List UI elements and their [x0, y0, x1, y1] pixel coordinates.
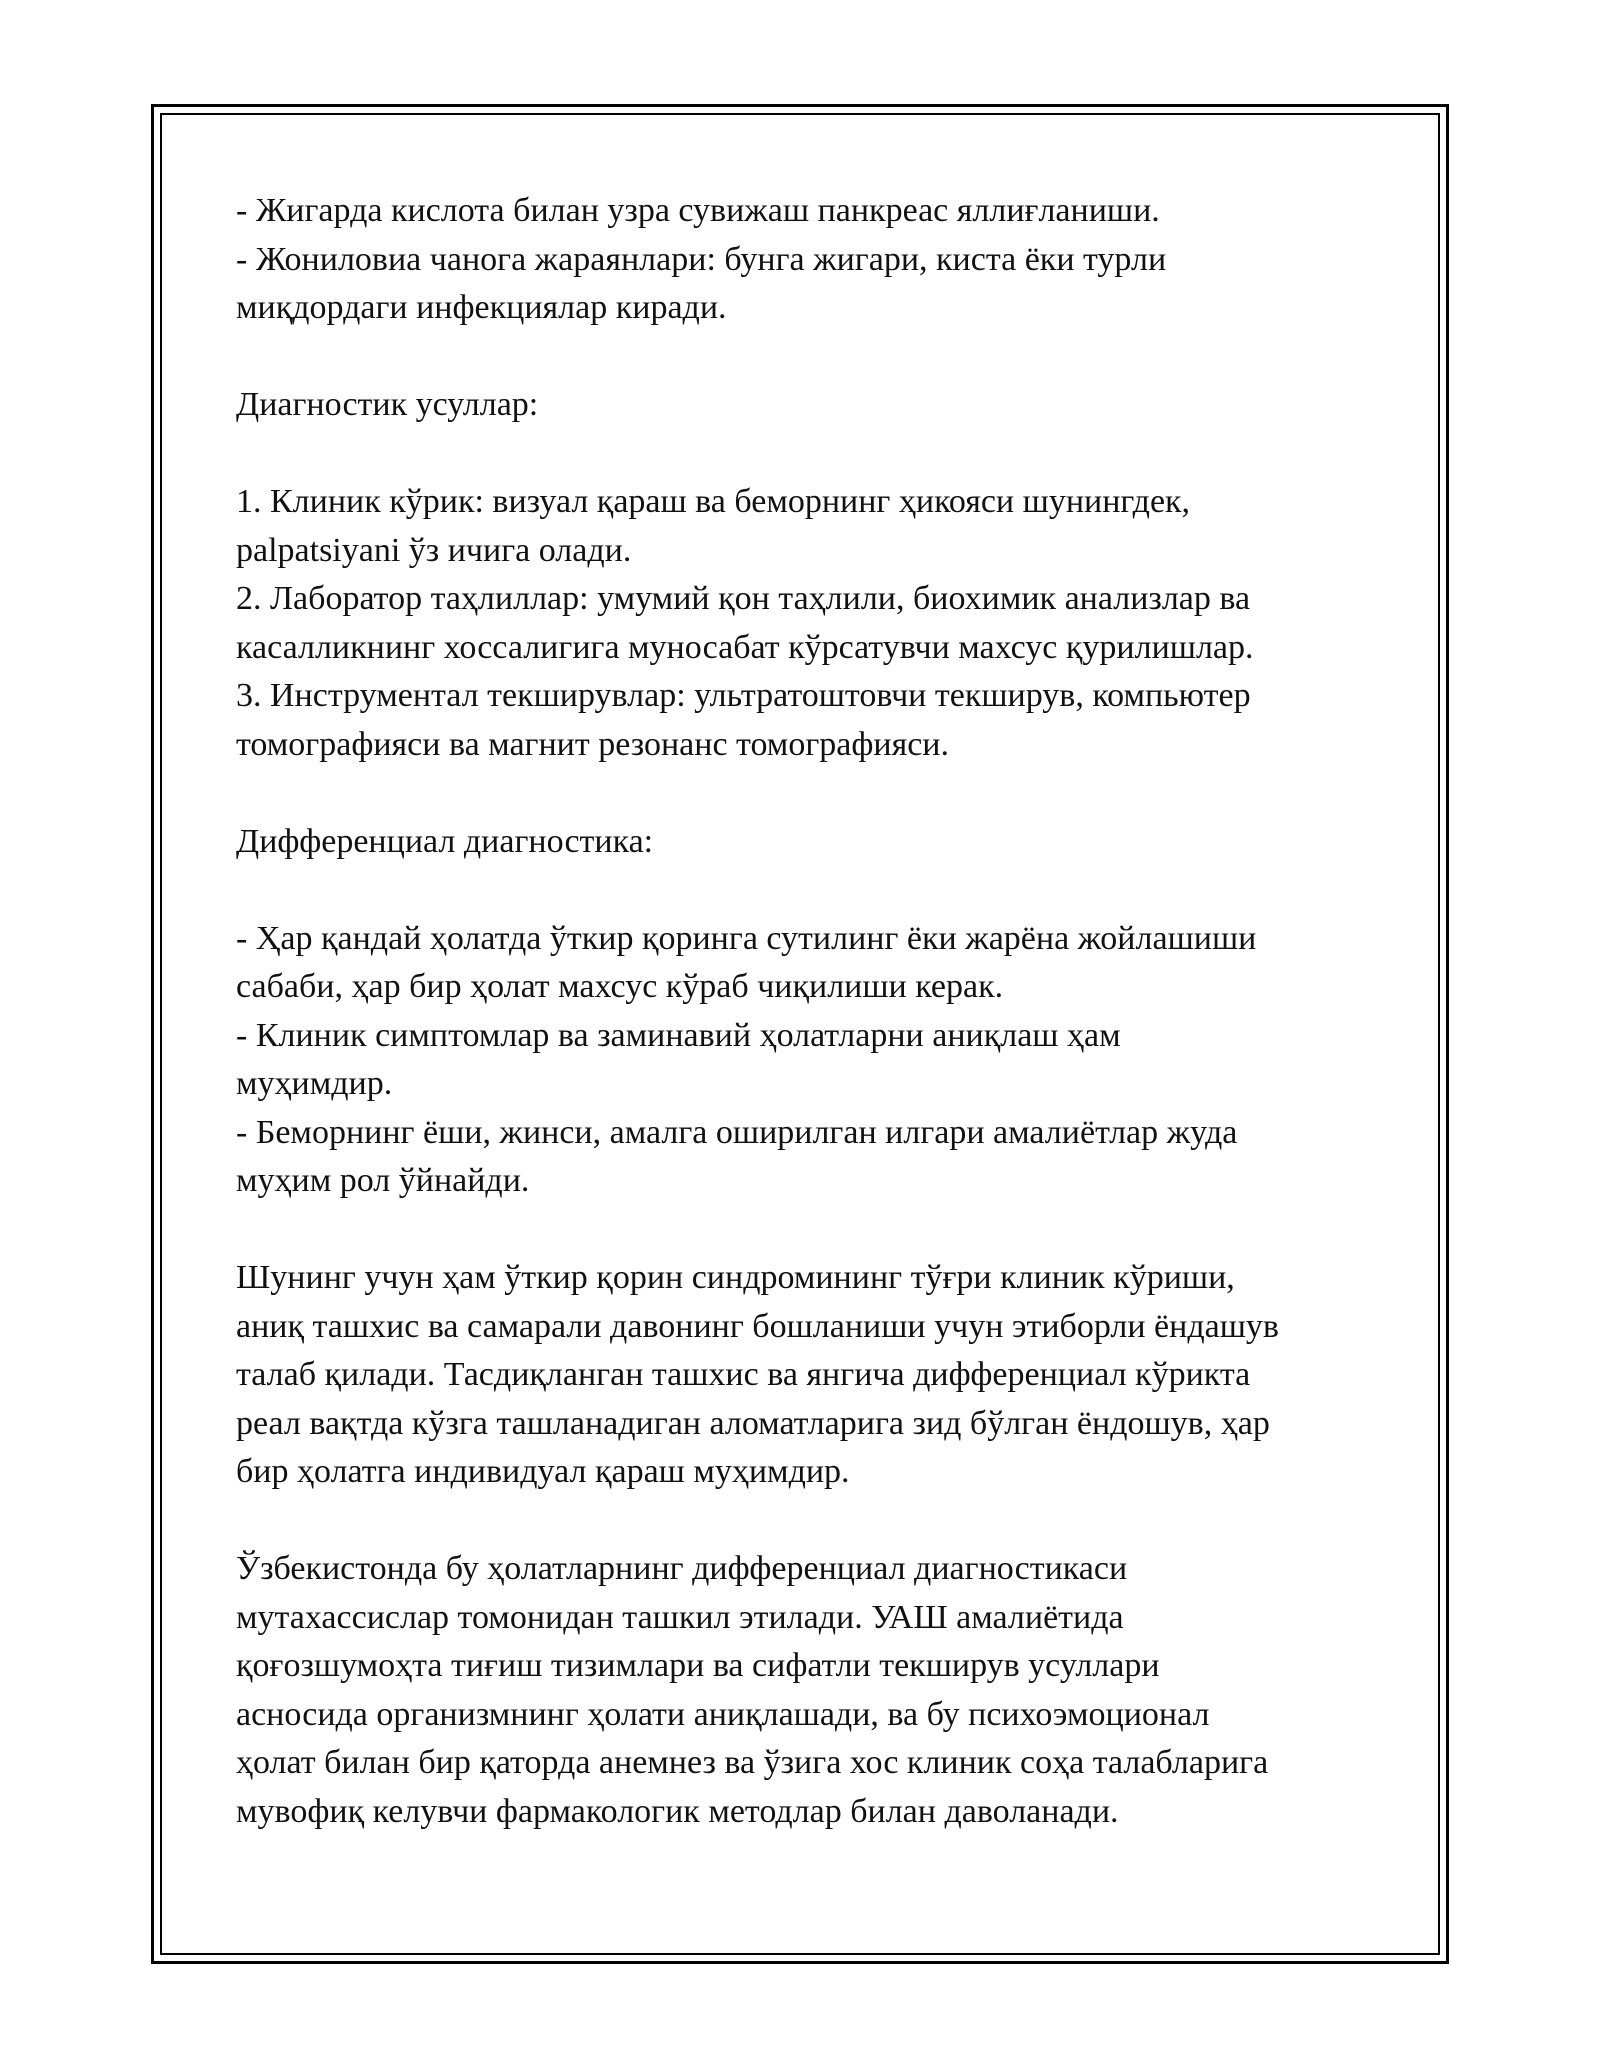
text-line: томографияси ва магнит резонанс томографияси. [236, 725, 950, 763]
paragraph-complications [236, 187, 1376, 333]
paragraph-conclusion [236, 1254, 1376, 1497]
text-line: 2. Лаборатор таҳлиллар: умумий қон таҳлили, биохимик анализлар ва [236, 580, 1251, 617]
text-line: - Ҳар қандай ҳолатда ўткир қоринга сутилинг ёки жарёна жойлашиши [236, 919, 1257, 957]
text-line: 3. Инструментал текширувлар: ультратоштовчи текширув, компьютер [236, 677, 1251, 714]
text-line: реал вақтда кўзга ташланадиган аломатларига зид бўлган ёндошув, ҳар [236, 1404, 1270, 1442]
text-line: ҳолат билан бир қаторда анемнез ва ўзига хос клиник соҳа талабларига [236, 1744, 1269, 1781]
text-line: - Жигарда кислота билан узра сувижаш панкреас яллиғланиши. [236, 192, 1160, 229]
heading-differential-diagnosis [236, 818, 1376, 867]
section-heading: Дифференциал диагностика: [236, 822, 654, 860]
text-line: сабаби, ҳар бир ҳолат махсус кўраб чиқилиши керак. [236, 968, 1004, 1005]
text-line: қоғозшумоҳта тиғиш тизимлари ва сифатли текширув усуллари [236, 1647, 1160, 1684]
text-line: миқдордаги инфекциялар киради. [236, 289, 727, 326]
text-line: Шунинг учун ҳам ўткир қорин синдромининг тўғри клиник кўриши, [236, 1259, 1235, 1296]
text-line: Ўзбекистонда бу ҳолатларнинг дифференциал диагностикаси [236, 1550, 1128, 1587]
text-line: - Беморнинг ёши, жинси, амалга оширилган илгари амалиётлар жуда [236, 1113, 1238, 1151]
list-differential-diagnosis [236, 915, 1376, 1206]
section-heading: Диагностик усуллар: [236, 386, 539, 423]
list-diagnostic-methods [236, 478, 1376, 769]
text-line: бир ҳолатга индивидуал қараш муҳимдир. [236, 1453, 850, 1490]
text-line: муҳим рол ўйнайди. [236, 1162, 530, 1199]
text-line: асносида организмнинг ҳолати аниқлашади, ва бу психоэмоционал [236, 1695, 1210, 1733]
text-line: талаб қилади. Тасдиқланган ташхис ва янгича дифференциал кўрикта [236, 1356, 1251, 1393]
heading-diagnostic-methods [236, 381, 1376, 430]
text-line: касалликнинг хоссалигига муносабат кўрсатувчи махсус қурилишлар. [236, 628, 1254, 666]
document-body [236, 187, 1376, 1885]
text-line: мувофиқ келувчи фармакологик методлар билан даволанади. [236, 1792, 1119, 1830]
text-line: - Клиник симптомлар ва заминавий ҳолатларни аниқлаш ҳам [236, 1016, 1121, 1054]
text-line: palpatsiyani ўз ичига олади. [236, 531, 632, 569]
paragraph-uzbekistan [236, 1545, 1376, 1836]
text-line: 1. Клиник кўрик: визуал қараш ва беморнинг ҳикояси шунингдек, [236, 483, 1191, 520]
text-line: - Жониловиа чанога жараянлари: бунга жигари, киста ёки турли [236, 240, 1167, 278]
text-line: аниқ ташхис ва самарали давонинг бошланиши учун этиборли ёндашув [236, 1307, 1279, 1345]
text-line: муҳимдир. [236, 1065, 393, 1102]
text-line: мутахассислар томонидан ташкил этилади. УАШ амалиётида [236, 1598, 1124, 1636]
